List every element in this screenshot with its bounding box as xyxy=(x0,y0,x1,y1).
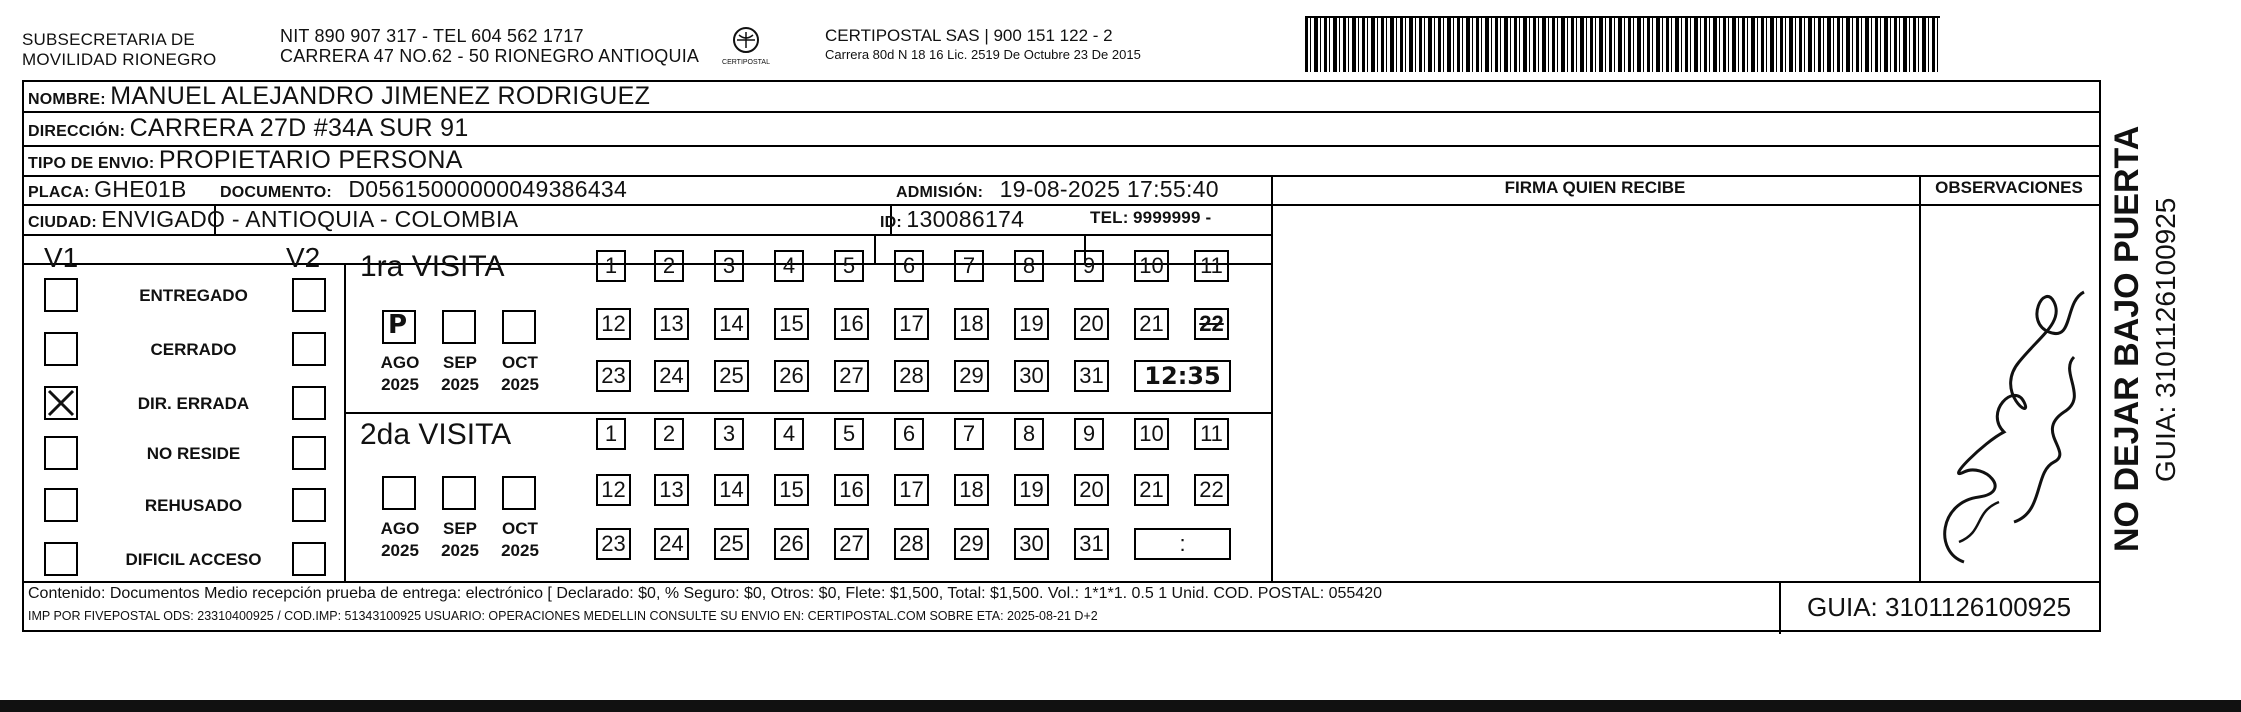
month-name: OCT xyxy=(502,353,538,372)
day-crossed: 22 xyxy=(1199,311,1224,336)
day-box[interactable]: 20 xyxy=(1074,308,1109,340)
certipostal-logo xyxy=(722,24,770,68)
month-checkbox[interactable] xyxy=(502,476,536,510)
month-year: 2025 xyxy=(501,375,539,394)
v1-checkbox-checked[interactable] xyxy=(44,386,78,420)
v2-checkbox[interactable] xyxy=(292,278,326,312)
footer-guia: GUIA: 3101126100925 xyxy=(1806,592,2072,622)
month-year: 2025 xyxy=(501,541,539,560)
ciudad-label: CIUDAD: xyxy=(28,214,97,231)
day-box[interactable]: 30 xyxy=(1014,528,1049,560)
day-box[interactable]: 31 xyxy=(1074,528,1109,560)
day-box[interactable]: 12 xyxy=(596,474,631,506)
month-label xyxy=(436,518,484,562)
id-value: 130086174 xyxy=(906,206,1025,232)
v2-header: V2 xyxy=(286,242,321,273)
documento-field xyxy=(220,176,627,203)
tel-value: 9999999 - xyxy=(1133,208,1212,227)
admision-value: 19-08-2025 17:55:40 xyxy=(999,176,1219,202)
side-guia: GUIA: 3101126100925 xyxy=(2150,197,2181,482)
signature xyxy=(1924,262,2094,572)
day-box[interactable]: 2 xyxy=(654,250,684,282)
month-checkbox[interactable] xyxy=(502,310,536,344)
org-name xyxy=(22,30,216,70)
month-label xyxy=(436,352,484,396)
scan-edge xyxy=(0,700,2241,712)
placa-value: GHE01B xyxy=(94,176,187,202)
first-visit-label: 1ra VISITA xyxy=(360,250,505,283)
nombre-row xyxy=(28,82,650,111)
day-box[interactable]: 17 xyxy=(894,474,929,506)
day-box[interactable]: 28 xyxy=(894,360,929,392)
day-box[interactable]: 9 xyxy=(1074,418,1104,450)
courier-info xyxy=(825,26,1141,64)
status-option-label: DIR. ERRADA xyxy=(137,394,250,413)
month-label xyxy=(496,518,544,562)
month-name: AGO xyxy=(380,519,420,538)
tipo-row xyxy=(28,146,463,175)
day-box[interactable] xyxy=(1194,308,1229,340)
courier-line1: CERTIPOSTAL SAS | 900 151 122 - 2 xyxy=(825,26,1113,45)
month-checkbox[interactable] xyxy=(382,476,416,510)
day-box[interactable]: 6 xyxy=(894,418,924,450)
day-box[interactable]: 13 xyxy=(654,474,689,506)
day-box[interactable]: 25 xyxy=(714,360,749,392)
day-box[interactable]: 12 xyxy=(596,308,631,340)
tipo-label: TIPO DE ENVIO: xyxy=(28,155,155,172)
day-box[interactable]: 18 xyxy=(954,474,989,506)
v2-checkbox[interactable] xyxy=(292,386,326,420)
month-year: 2025 xyxy=(381,375,419,394)
v1-checkbox[interactable] xyxy=(44,278,78,312)
v2-checkbox[interactable] xyxy=(292,488,326,522)
month-mark: P xyxy=(388,310,408,340)
observaciones-header: OBSERVACIONES xyxy=(1935,178,2083,197)
v1-checkbox[interactable] xyxy=(44,436,78,470)
day-box[interactable]: 15 xyxy=(774,308,809,340)
v1-header: V1 xyxy=(44,242,79,273)
admision-field xyxy=(896,176,1219,203)
month-checkbox[interactable] xyxy=(442,310,476,344)
day-box[interactable]: 29 xyxy=(954,360,989,392)
id-field xyxy=(880,206,1024,233)
month-name: SEP xyxy=(442,353,478,372)
nit-line: NIT 890 907 317 - TEL 604 562 1717 xyxy=(280,26,584,46)
v1-checkbox[interactable] xyxy=(44,488,78,522)
courier-line2: Carrera 80d N 18 16 Lic. 2519 De Octubre 23 De 2015 xyxy=(825,47,1141,62)
day-box[interactable]: 5 xyxy=(834,418,864,450)
status-option-label: DIFICIL ACCESO xyxy=(125,550,262,569)
day-box[interactable]: 31 xyxy=(1074,360,1109,392)
delivery-form xyxy=(22,80,2101,632)
barcode xyxy=(1305,18,1940,72)
day-box[interactable]: 16 xyxy=(834,474,869,506)
second-visit-label: 2da VISITA xyxy=(360,418,512,451)
ciudad-value: ENVIGADO - ANTIOQUIA - COLOMBIA xyxy=(101,206,519,232)
day-box[interactable]: 8 xyxy=(1014,250,1044,282)
day-box[interactable]: 22 xyxy=(1194,474,1229,506)
month-name: OCT xyxy=(502,519,538,538)
month-checkbox[interactable] xyxy=(442,476,476,510)
day-box[interactable]: 1 xyxy=(596,250,626,282)
placa-field xyxy=(28,176,187,203)
day-box[interactable]: 15 xyxy=(774,474,809,506)
day-box[interactable]: 6 xyxy=(894,250,924,282)
direccion-label: DIRECCIÓN: xyxy=(28,123,126,140)
day-box[interactable]: 29 xyxy=(954,528,989,560)
day-box[interactable]: 25 xyxy=(714,528,749,560)
day-box[interactable]: 11 xyxy=(1194,418,1229,450)
day-box[interactable]: 23 xyxy=(596,528,631,560)
v1-checkbox[interactable] xyxy=(44,332,78,366)
org-line1: SUBSECRETARIA DE xyxy=(22,30,195,49)
day-box[interactable]: 19 xyxy=(1014,474,1049,506)
day-box[interactable]: 26 xyxy=(774,360,809,392)
footer-print-info: IMP POR FIVEPOSTAL ODS: 23310400925 / COD.IMP: 51343100925 USUARIO: OPERACIONES MEDELLIN CONSULTE SU ENVIO EN: CERTIPOSTAL.COM SOBRE ETA: 2025-08-21 D+2 xyxy=(28,609,1098,623)
month-year: 2025 xyxy=(441,375,479,394)
month-label xyxy=(496,352,544,396)
month-year: 2025 xyxy=(381,541,419,560)
id-label: ID: xyxy=(880,214,902,231)
direccion-value: CARRERA 27D #34A SUR 91 xyxy=(129,114,469,142)
nombre-value: MANUEL ALEJANDRO JIMENEZ RODRIGUEZ xyxy=(110,82,651,110)
address-line: CARRERA 47 NO.62 - 50 RIONEGRO ANTIOQUIA xyxy=(280,46,700,66)
day-box[interactable]: 13 xyxy=(654,308,689,340)
svg-text:CERTIPOSTAL: CERTIPOSTAL xyxy=(722,59,770,66)
day-box[interactable]: 11 xyxy=(1194,250,1229,282)
issuer-info xyxy=(280,26,699,66)
v1-checkbox[interactable] xyxy=(44,542,78,576)
v2-checkbox[interactable] xyxy=(292,436,326,470)
day-box[interactable]: 1 xyxy=(596,418,626,450)
day-box[interactable]: 7 xyxy=(954,250,984,282)
org-line2: MOVILIDAD RIONEGRO xyxy=(22,50,217,69)
day-box[interactable]: 20 xyxy=(1074,474,1109,506)
admision-label: ADMISIÓN: xyxy=(896,184,984,201)
direccion-row xyxy=(28,114,469,143)
status-option-label: ENTREGADO xyxy=(139,286,248,305)
day-box[interactable]: 8 xyxy=(1014,418,1044,450)
month-label xyxy=(376,352,424,396)
month-name: AGO xyxy=(380,353,420,372)
day-box[interactable]: 16 xyxy=(834,308,869,340)
month-year: 2025 xyxy=(441,541,479,560)
day-box[interactable]: 24 xyxy=(654,360,689,392)
day-box[interactable]: 28 xyxy=(894,528,929,560)
day-box[interactable]: 9 xyxy=(1074,250,1104,282)
month-name: SEP xyxy=(442,519,478,538)
status-option-label: NO RESIDE xyxy=(146,444,241,463)
day-box[interactable]: 5 xyxy=(834,250,864,282)
day-box[interactable]: 3 xyxy=(714,418,744,450)
day-box[interactable]: 14 xyxy=(714,474,749,506)
status-option-label: CERRADO xyxy=(150,340,237,359)
ciudad-field xyxy=(28,206,518,233)
tipo-value: PROPIETARIO PERSONA xyxy=(158,146,463,174)
day-box[interactable]: 21 xyxy=(1134,474,1169,506)
day-box[interactable]: 19 xyxy=(1014,308,1049,340)
no-dejar-notice: NO DEJAR BAJO PUERTA xyxy=(2108,125,2146,552)
time-box[interactable] xyxy=(1134,360,1231,392)
month-checkbox[interactable] xyxy=(382,310,416,344)
tel-label: TEL: xyxy=(1090,208,1129,227)
documento-label: DOCUMENTO: xyxy=(220,184,332,201)
day-box[interactable]: 27 xyxy=(834,528,869,560)
time-box[interactable]: : xyxy=(1134,528,1231,560)
status-option-label: REHUSADO xyxy=(144,496,243,515)
firma-header: FIRMA QUIEN RECIBE xyxy=(1504,178,1686,197)
day-box[interactable]: 4 xyxy=(774,418,804,450)
month-label xyxy=(376,518,424,562)
day-box[interactable]: 4 xyxy=(774,250,804,282)
day-box[interactable]: 24 xyxy=(654,528,689,560)
day-box[interactable]: 21 xyxy=(1134,308,1169,340)
day-box[interactable]: 7 xyxy=(954,418,984,450)
day-box[interactable]: 10 xyxy=(1134,418,1169,450)
day-box[interactable]: 27 xyxy=(834,360,869,392)
footer-contents: Contenido: Documentos Medio recepción prueba de entrega: electrónico [ Declarado: $0, % Seguro: $0, Otros: $0, Flete: $1,500, Total: $1,500. Vol.: 1*1*1. 0.5 1 Unid. COD. POSTAL: 055420 xyxy=(28,585,1382,602)
placa-label: PLACA: xyxy=(28,184,90,201)
day-box[interactable]: 26 xyxy=(774,528,809,560)
day-box[interactable]: 17 xyxy=(894,308,929,340)
day-box[interactable]: 10 xyxy=(1134,250,1169,282)
day-box[interactable]: 18 xyxy=(954,308,989,340)
v2-checkbox[interactable] xyxy=(292,542,326,576)
tel-field xyxy=(1090,208,1211,228)
nombre-label: NOMBRE: xyxy=(28,91,106,108)
day-box[interactable]: 30 xyxy=(1014,360,1049,392)
documento-value: D05615000000049386434 xyxy=(348,176,628,202)
day-box[interactable]: 2 xyxy=(654,418,684,450)
day-box[interactable]: 3 xyxy=(714,250,744,282)
v2-checkbox[interactable] xyxy=(292,332,326,366)
handwritten-time: 12:35 xyxy=(1144,362,1221,390)
day-box[interactable]: 14 xyxy=(714,308,749,340)
day-box[interactable]: 23 xyxy=(596,360,631,392)
